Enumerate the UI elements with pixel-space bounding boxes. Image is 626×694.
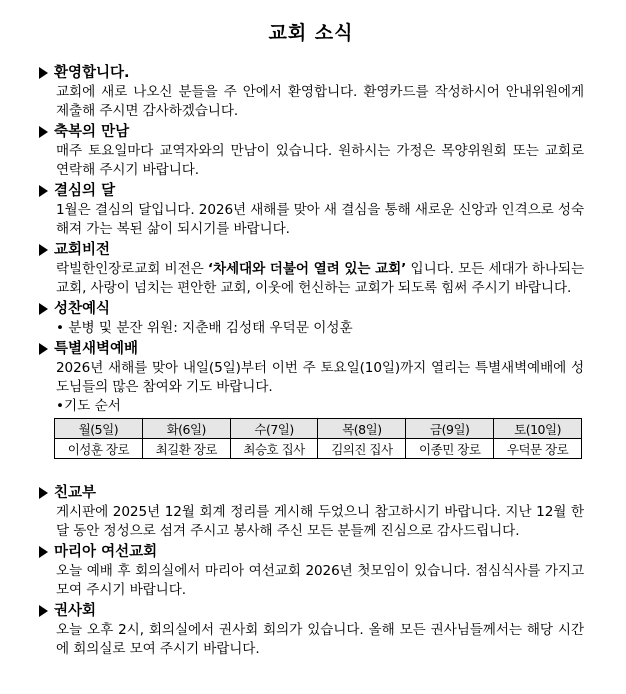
leader-cell: 최길환 장로 xyxy=(142,439,230,459)
section-body: 오늘 오후 2시, 회의실에서 권사회 회의가 있습니다. 올해 모든 권사님들께서는 해당 시간에 회의실로 모여 주시기 바랍니다. xyxy=(56,622,584,657)
section-blessing-meeting xyxy=(38,122,584,180)
page-title: 교회 소식 xyxy=(268,22,354,44)
prayer-order-label: •기도 순서 xyxy=(56,398,121,414)
section-heading-text: 결심의 달 xyxy=(54,183,116,199)
table-row xyxy=(55,419,582,439)
section-body xyxy=(38,260,584,298)
prayer-schedule-table xyxy=(54,418,582,459)
triangle-right-icon xyxy=(39,546,48,558)
triangle-right-icon xyxy=(39,185,48,197)
vision-text-post: 입니다. 모든 세대가 하나되는 교회, 사랑이 넘치는 편안한 교회, 이웃에 헌신하는 교회가 되도록 힘써 주시기 바랍니다. xyxy=(56,261,584,296)
triangle-right-icon xyxy=(39,126,48,138)
section-body: 교회에 새로 나오신 분들을 주 안에서 환영합니다. 환영카드를 작성하시어 안내위원에게 제출해 주시면 감사하겠습니다. xyxy=(56,84,584,119)
section-heading xyxy=(38,542,584,562)
day-cell: 금(9일) xyxy=(406,419,494,439)
communion-servers: • 분병 및 분잔 위원: 지춘배 김성태 우덕문 이성훈 xyxy=(56,320,353,336)
section-dawn-service xyxy=(38,339,584,459)
section-heading-text: 교회비전 xyxy=(54,242,111,258)
section-body: 오늘 예배 후 회의실에서 마리아 여선교회 2026년 첫모임이 있습니다. 점심식사를 가지고 모여 주시기 바랍니다. xyxy=(56,563,584,598)
section-heading-text: 권사회 xyxy=(54,603,97,619)
section-heading xyxy=(38,483,584,503)
leader-cell: 최승호 집사 xyxy=(230,439,318,459)
section-heading xyxy=(38,339,584,359)
leader-cell: 이종민 장로 xyxy=(406,439,494,459)
section-heading-text: 환영합니다. xyxy=(54,65,130,81)
section-body: 1월은 결심의 달입니다. 2026년 새해를 맞아 새 결심을 통해 새로운 신앙과 인격으로 성숙해져 가는 복된 삶이 되시기를 바랍니다. xyxy=(56,202,584,237)
section-communion xyxy=(38,299,584,338)
triangle-right-icon xyxy=(39,487,48,499)
triangle-right-icon xyxy=(39,605,48,617)
day-cell: 화(6일) xyxy=(142,419,230,439)
leader-cell: 이성훈 장로 xyxy=(55,439,143,459)
day-cell: 수(7일) xyxy=(230,419,318,439)
section-heading xyxy=(38,181,584,201)
section-womens-mission xyxy=(38,542,584,600)
section-body: 게시판에 2025년 12월 회계 정리를 게시해 두었으니 참고하시기 바랍니다. 지난 12월 한 달 동안 정성으로 섬겨 주시고 봉사해 주신 모든 분들께 진심으로 감사드립니다. xyxy=(56,504,584,539)
section-resolution-month xyxy=(38,181,584,239)
section-heading xyxy=(38,240,584,260)
section-church-vision xyxy=(38,240,584,298)
section-fellowship xyxy=(38,483,584,541)
section-heading xyxy=(38,63,584,83)
day-cell: 목(8일) xyxy=(318,419,406,439)
section-heading-text: 축복의 만남 xyxy=(54,124,130,140)
day-cell: 월(5일) xyxy=(55,419,143,439)
section-heading xyxy=(38,122,584,142)
vision-statement: ‘차세대와 더불어 열려 있는 교회’ xyxy=(207,261,407,277)
section-heading-text: 특별새벽예배 xyxy=(54,341,139,357)
section-heading-text: 친교부 xyxy=(54,485,97,501)
section-deaconess-council xyxy=(38,601,584,659)
day-cell: 토(10일) xyxy=(494,419,582,439)
section-body: 매주 토요일마다 교역자와의 만남이 있습니다. 원하시는 가정은 목양위원회 또는 교회로 연락해 주시기 바랍니다. xyxy=(56,143,584,178)
triangle-right-icon xyxy=(39,343,48,355)
triangle-right-icon xyxy=(39,244,48,256)
vision-text-pre: 락빌한인장로교회 비전은 xyxy=(56,261,208,277)
section-heading-text: 성찬예식 xyxy=(54,301,111,317)
leader-cell: 우덕문 장로 xyxy=(494,439,582,459)
triangle-right-icon xyxy=(39,67,48,79)
section-heading xyxy=(38,601,584,621)
section-welcome xyxy=(38,63,584,121)
section-body: 2026년 새해를 맞아 내일(5일)부터 이번 주 토요일(10일)까지 열리는 특별새벽예배에 성도님들의 많은 참여와 기도 바랍니다. xyxy=(56,360,584,395)
section-heading xyxy=(38,299,584,319)
section-heading-text: 마리아 여선교회 xyxy=(54,544,158,560)
table-row xyxy=(55,439,582,459)
leader-cell: 김의진 집사 xyxy=(318,439,406,459)
triangle-right-icon xyxy=(39,303,48,315)
